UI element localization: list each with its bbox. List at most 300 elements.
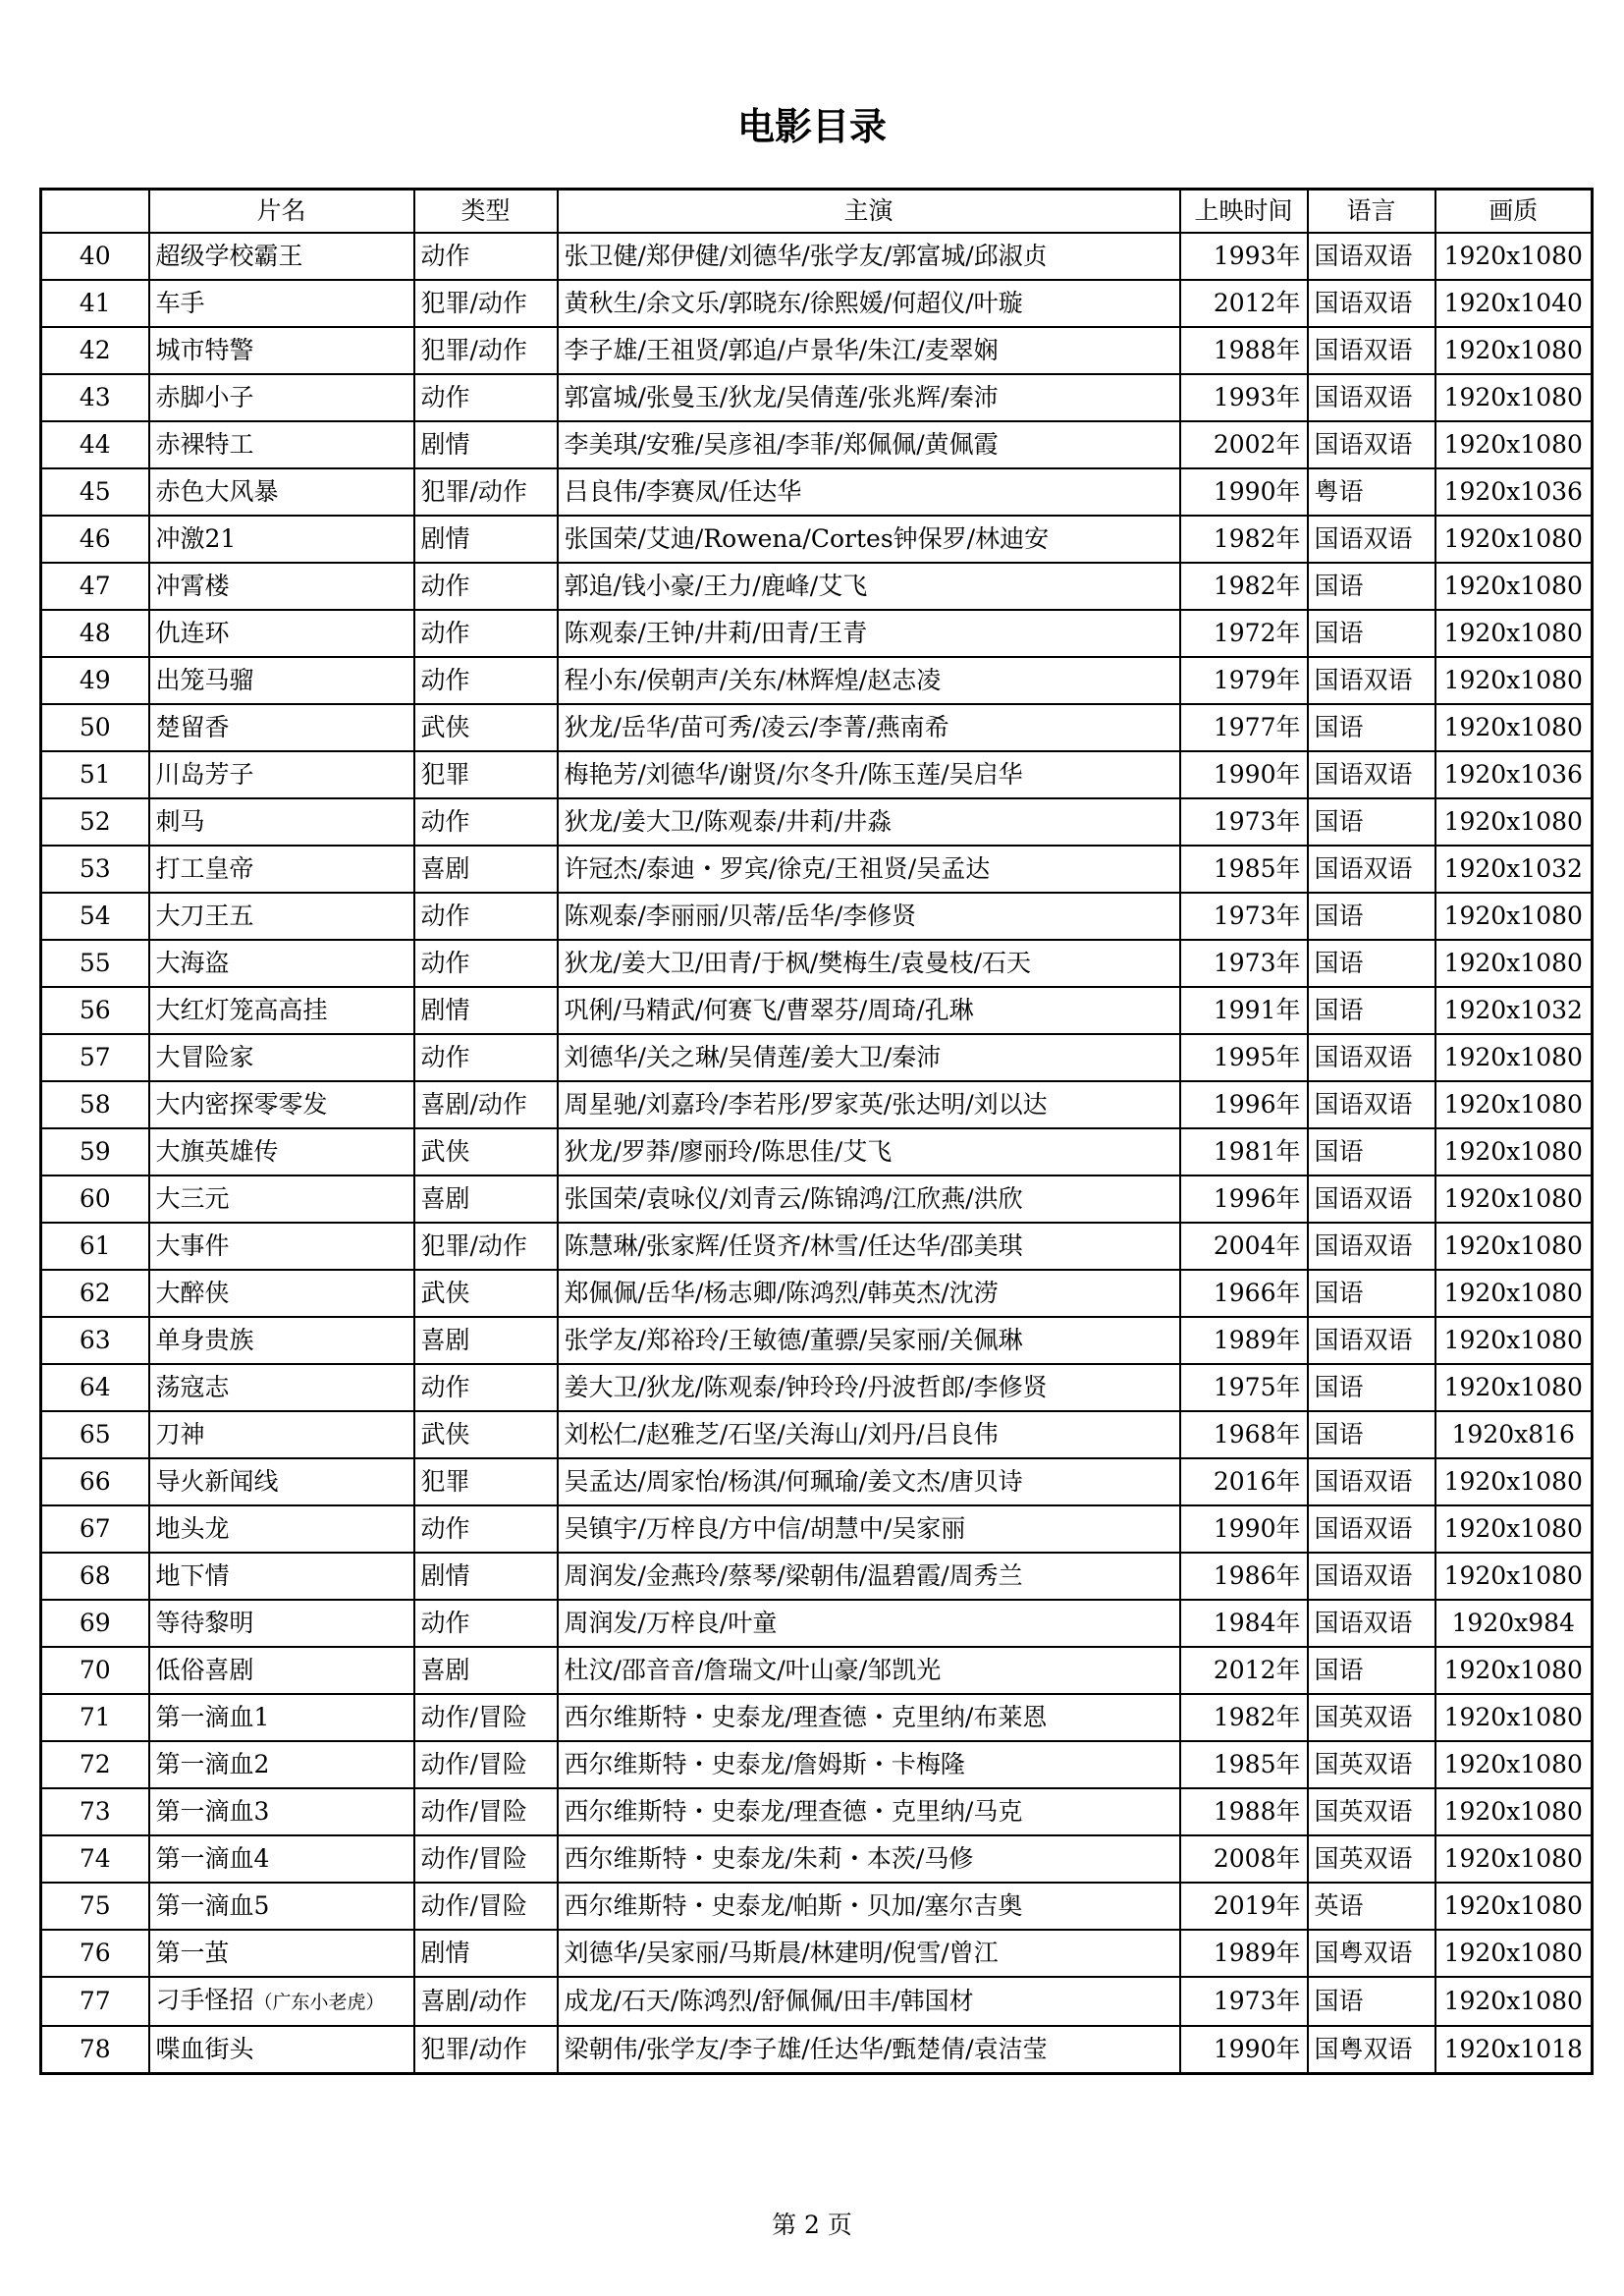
header-cast: 主演 (558, 190, 1180, 234)
table-row (41, 233, 1593, 280)
cell-number-text: 61 (79, 1231, 111, 1260)
cell-genre-text: 动作/冒险 (420, 1797, 527, 1826)
cell-cast (558, 1081, 1180, 1128)
cell-language (1308, 374, 1435, 421)
cell-quality-text: 1920x1032 (1443, 854, 1583, 883)
cell-quality-text: 1920x1080 (1443, 242, 1583, 270)
cell-cast-text: 李子雄/王祖贤/郭追/卢景华/朱江/麦翠娴 (564, 336, 999, 364)
cell-cast-text: 杜汶/邵音音/詹瑞文/叶山豪/邹凯光 (564, 1656, 942, 1684)
cell-cast-text: 陈慧琳/张家辉/任贤齐/林雪/任达华/邵美琪 (564, 1231, 1023, 1260)
cell-quality (1435, 563, 1593, 610)
cell-quality-text: 1920x1080 (1443, 1797, 1583, 1826)
cell-cast-text: 周润发/金燕玲/蔡琴/梁朝伟/温碧霞/周秀兰 (564, 1561, 1023, 1590)
cell-release (1180, 1081, 1308, 1128)
cell-number (41, 704, 149, 751)
cell-cast (558, 1694, 1180, 1741)
cell-language-text: 国语双语 (1314, 289, 1413, 317)
cell-language-text: 国语双语 (1314, 854, 1413, 883)
cell-number (41, 2026, 149, 2074)
cell-genre-text: 动作 (420, 572, 470, 600)
cell-number (41, 1175, 149, 1223)
cell-title (149, 374, 414, 421)
cell-cast-text: 郭富城/张曼玉/狄龙/吴倩莲/张兆辉/秦沛 (564, 383, 999, 411)
cell-title (149, 1270, 414, 1317)
cell-number (41, 1458, 149, 1505)
cell-release-text: 2008年 (1213, 1844, 1301, 1873)
cell-language-text: 国语 (1314, 949, 1364, 977)
cell-cast-text: 张国荣/艾迪/Rowena/Cortes钟保罗/林迪安 (564, 524, 1050, 553)
cell-language (1308, 1317, 1435, 1364)
cell-quality (1435, 846, 1593, 893)
table-row (41, 1458, 1593, 1505)
cell-language-text: 英语 (1314, 1891, 1364, 1920)
cell-title (149, 516, 414, 563)
cell-language-text: 国语双语 (1314, 1184, 1413, 1213)
cell-cast-text: 姜大卫/狄龙/陈观泰/钟玲玲/丹波哲郎/李修贤 (564, 1373, 1048, 1401)
table-row (41, 1034, 1593, 1081)
table-row (41, 327, 1593, 374)
cell-number-text: 72 (79, 1750, 111, 1778)
cell-genre (414, 1788, 558, 1835)
cell-title (149, 1505, 414, 1553)
cell-release-text: 1988年 (1213, 1797, 1301, 1826)
cell-quality (1435, 704, 1593, 751)
cell-title (149, 421, 414, 468)
cell-release (1180, 1223, 1308, 1270)
table-row (41, 1175, 1593, 1223)
cell-title (149, 1977, 414, 2026)
cell-release-text: 2019年 (1213, 1891, 1301, 1920)
table-row (41, 940, 1593, 987)
cell-genre-text: 犯罪/动作 (420, 1231, 527, 1260)
cell-number (41, 751, 149, 798)
cell-number-text: 74 (79, 1844, 111, 1873)
cell-release-text: 2004年 (1213, 1231, 1301, 1260)
cell-number (41, 233, 149, 280)
cell-release (1180, 421, 1308, 468)
cell-language-text: 国语 (1314, 902, 1364, 930)
table-row (41, 798, 1593, 846)
cell-title-text: 低俗喜剧 (155, 1656, 254, 1684)
cell-number-text: 65 (79, 1420, 111, 1449)
cell-number (41, 374, 149, 421)
cell-number (41, 1647, 149, 1694)
cell-language-text: 国语双语 (1314, 336, 1413, 364)
table-row (41, 374, 1593, 421)
cell-title (149, 704, 414, 751)
cell-genre (414, 1930, 558, 1977)
page-number: 第 2 页 (772, 2211, 852, 2239)
cell-quality-text: 1920x1080 (1443, 383, 1583, 411)
cell-quality-text: 1920x1040 (1443, 289, 1583, 317)
cell-title-text: 大三元 (155, 1184, 230, 1213)
cell-genre (414, 1600, 558, 1647)
cell-quality (1435, 987, 1593, 1034)
cell-title (149, 940, 414, 987)
table-row (41, 1553, 1593, 1600)
cell-title-text: 赤裸特工 (155, 430, 254, 459)
cell-quality (1435, 1411, 1593, 1458)
cell-release (1180, 516, 1308, 563)
cell-title-text: 赤色大风暴 (155, 477, 279, 506)
cell-genre-text: 动作/冒险 (420, 1750, 527, 1778)
cell-title-text: 第一滴血3 (155, 1797, 270, 1826)
cell-number (41, 1411, 149, 1458)
cell-language (1308, 1270, 1435, 1317)
cell-cast (558, 846, 1180, 893)
table-row (41, 1270, 1593, 1317)
cell-genre-text: 剧情 (420, 524, 470, 553)
cell-genre-text: 喜剧/动作 (420, 1987, 527, 2015)
cell-quality-text: 1920x1080 (1443, 1750, 1583, 1778)
cell-title-text: 大海盗 (155, 949, 230, 977)
cell-cast-text: 程小东/侯朝声/关东/林辉煌/赵志凌 (564, 666, 942, 694)
cell-language (1308, 1930, 1435, 1977)
cell-number-text: 53 (79, 854, 111, 883)
cell-title-text: 第一滴血1 (155, 1703, 270, 1731)
cell-cast-text: 张卫健/郑伊健/刘德华/张学友/郭富城/邱淑贞 (564, 242, 1048, 270)
cell-genre (414, 1883, 558, 1930)
cell-title (149, 657, 414, 704)
cell-title-text: 仇连环 (155, 619, 230, 647)
cell-cast (558, 1175, 1180, 1223)
cell-number-text: 58 (79, 1090, 111, 1119)
cell-quality (1435, 1128, 1593, 1175)
cell-quality-text: 1920x1080 (1443, 1231, 1583, 1260)
cell-language-text: 国语 (1314, 572, 1364, 600)
cell-quality-text: 1920x1036 (1443, 760, 1583, 789)
cell-number (41, 1788, 149, 1835)
cell-number-text: 69 (79, 1609, 111, 1637)
cell-genre-text: 剧情 (420, 996, 470, 1024)
cell-language-text: 国语 (1314, 713, 1364, 741)
cell-quality (1435, 940, 1593, 987)
cell-language-text: 国语双语 (1314, 666, 1413, 694)
cell-release-text: 1991年 (1213, 996, 1301, 1024)
cell-number-text: 57 (79, 1043, 111, 1071)
cell-release (1180, 1364, 1308, 1411)
cell-language-text: 国粤双语 (1314, 1939, 1413, 1967)
cell-language-text: 国语 (1314, 1656, 1364, 1684)
table-header-row (41, 190, 1593, 234)
cell-release-text: 1993年 (1213, 242, 1301, 270)
cell-release (1180, 610, 1308, 657)
cell-title (149, 1458, 414, 1505)
header-language: 语言 (1308, 190, 1435, 234)
cell-genre-text: 动作 (420, 383, 470, 411)
cell-title-text: 大内密探零零发 (155, 1090, 328, 1119)
cell-language-text: 国语 (1314, 1987, 1364, 2015)
cell-release (1180, 893, 1308, 940)
cell-release-text: 1990年 (1213, 2035, 1301, 2063)
cell-genre (414, 798, 558, 846)
cell-cast-text: 许冠杰/泰迪・罗宾/徐克/王祖贤/吴孟达 (564, 854, 991, 883)
cell-title (149, 1788, 414, 1835)
cell-quality (1435, 610, 1593, 657)
cell-title (149, 1317, 414, 1364)
cell-number (41, 1600, 149, 1647)
cell-title-text: 冲霄楼 (155, 572, 230, 600)
cell-genre (414, 233, 558, 280)
cell-language-text: 国粤双语 (1314, 2035, 1413, 2063)
cell-genre (414, 657, 558, 704)
cell-title (149, 846, 414, 893)
cell-cast-text: 刘德华/吴家丽/马斯晨/林建明/倪雪/曾江 (564, 1939, 999, 1967)
cell-genre (414, 327, 558, 374)
cell-title-note: （广东小老虎） (253, 1992, 385, 2013)
cell-release-text: 1977年 (1213, 713, 1301, 741)
cell-cast (558, 610, 1180, 657)
cell-language-text: 国语双语 (1314, 1231, 1413, 1260)
cell-language (1308, 233, 1435, 280)
cell-number-text: 44 (79, 430, 111, 459)
cell-quality-text: 1920x1080 (1443, 1939, 1583, 1967)
cell-language (1308, 1977, 1435, 2026)
cell-title-text: 第一茧 (155, 1939, 230, 1967)
cell-number-text: 60 (79, 1184, 111, 1213)
cell-genre-text: 动作 (420, 666, 470, 694)
cell-number (41, 1034, 149, 1081)
cell-release-text: 1968年 (1213, 1420, 1301, 1449)
cell-quality-text: 1920x1080 (1443, 524, 1583, 553)
cell-number-text: 48 (79, 619, 111, 647)
cell-genre-text: 动作 (420, 902, 470, 930)
cell-title (149, 1364, 414, 1411)
cell-title (149, 1081, 414, 1128)
cell-release (1180, 374, 1308, 421)
cell-cast-text: 张国荣/袁咏仪/刘青云/陈锦鸿/江欣燕/洪欣 (564, 1184, 1023, 1213)
cell-quality (1435, 798, 1593, 846)
page-title: 电影目录 (736, 105, 887, 148)
cell-quality (1435, 421, 1593, 468)
cell-title (149, 1553, 414, 1600)
cell-number (41, 1930, 149, 1977)
cell-number (41, 1317, 149, 1364)
cell-release-text: 1996年 (1213, 1184, 1301, 1213)
cell-cast (558, 1788, 1180, 1835)
cell-quality (1435, 516, 1593, 563)
cell-number-text: 73 (79, 1797, 111, 1826)
cell-genre-text: 剧情 (420, 430, 470, 459)
cell-genre-text: 武侠 (420, 1420, 470, 1449)
cell-number (41, 1835, 149, 1883)
cell-release (1180, 1128, 1308, 1175)
cell-cast-text: 陈观泰/李丽丽/贝蒂/岳华/李修贤 (564, 902, 917, 930)
table-row (41, 1647, 1593, 1694)
cell-release-text: 1988年 (1213, 336, 1301, 364)
cell-language (1308, 1835, 1435, 1883)
cell-release-text: 1985年 (1213, 1750, 1301, 1778)
cell-title-text: 地头龙 (155, 1514, 230, 1543)
cell-quality (1435, 1317, 1593, 1364)
cell-quality (1435, 233, 1593, 280)
cell-quality (1435, 280, 1593, 327)
cell-genre-text: 喜剧 (420, 1656, 470, 1684)
cell-cast-text: 周润发/万梓良/叶童 (564, 1609, 778, 1637)
cell-genre (414, 987, 558, 1034)
cell-language (1308, 1364, 1435, 1411)
cell-title-text: 赤脚小子 (155, 383, 254, 411)
cell-release-text: 1996年 (1213, 1090, 1301, 1119)
cell-number (41, 1883, 149, 1930)
cell-cast (558, 233, 1180, 280)
cell-cast (558, 1411, 1180, 1458)
cell-release-text: 1973年 (1213, 949, 1301, 977)
cell-cast (558, 751, 1180, 798)
cell-quality-text: 1920x1080 (1443, 902, 1583, 930)
cell-number (41, 1270, 149, 1317)
cell-genre-text: 犯罪 (420, 760, 470, 789)
cell-number (41, 563, 149, 610)
cell-genre-text: 动作 (420, 1043, 470, 1071)
cell-title (149, 233, 414, 280)
cell-number (41, 798, 149, 846)
cell-genre-text: 犯罪/动作 (420, 336, 527, 364)
cell-genre-text: 喜剧 (420, 1184, 470, 1213)
cell-number (41, 940, 149, 987)
cell-language (1308, 1505, 1435, 1553)
cell-language (1308, 704, 1435, 751)
cell-genre (414, 468, 558, 516)
table-row (41, 1128, 1593, 1175)
header-title: 片名 (149, 190, 414, 234)
cell-language-text: 国语双语 (1314, 1514, 1413, 1543)
cell-language (1308, 751, 1435, 798)
cell-cast-text: 张学友/郑裕玲/王敏德/董骠/吴家丽/关佩琳 (564, 1326, 1023, 1354)
cell-release (1180, 1600, 1308, 1647)
cell-release (1180, 1034, 1308, 1081)
cell-release (1180, 1317, 1308, 1364)
cell-quality (1435, 1977, 1593, 2026)
cell-genre-text: 喜剧 (420, 1326, 470, 1354)
cell-quality-text: 1920x1080 (1443, 1043, 1583, 1071)
table-row (41, 846, 1593, 893)
cell-cast-text: 狄龙/姜大卫/田青/于枫/樊梅生/袁曼枝/石天 (564, 949, 1032, 977)
header-quality: 画质 (1435, 190, 1593, 234)
cell-title (149, 893, 414, 940)
cell-number (41, 1364, 149, 1411)
cell-quality-text: 1920x1080 (1443, 1561, 1583, 1590)
cell-release (1180, 1553, 1308, 1600)
cell-cast (558, 1364, 1180, 1411)
cell-language (1308, 1600, 1435, 1647)
cell-genre (414, 1694, 558, 1741)
cell-cast (558, 1270, 1180, 1317)
table-row (41, 1883, 1593, 1930)
cell-release (1180, 1175, 1308, 1223)
cell-title (149, 563, 414, 610)
cell-number (41, 1223, 149, 1270)
cell-language-text: 国语双语 (1314, 242, 1413, 270)
cell-number (41, 893, 149, 940)
table-row (41, 516, 1593, 563)
cell-language-text: 国语双语 (1314, 1467, 1413, 1496)
cell-genre-text: 犯罪 (420, 1467, 470, 1496)
cell-genre (414, 374, 558, 421)
cell-cast-text: 西尔维斯特・史泰龙/朱莉・本茨/马修 (564, 1844, 974, 1873)
cell-number (41, 280, 149, 327)
table-row (41, 1835, 1593, 1883)
cell-number-text: 50 (79, 713, 111, 741)
cell-quality (1435, 1034, 1593, 1081)
cell-cast (558, 1553, 1180, 1600)
table-row (41, 563, 1593, 610)
cell-cast-text: 黄秋生/余文乐/郭晓东/徐熙媛/何超仪/叶璇 (564, 289, 1023, 317)
cell-quality (1435, 327, 1593, 374)
cell-number (41, 610, 149, 657)
cell-quality (1435, 1223, 1593, 1270)
cell-cast (558, 1930, 1180, 1977)
cell-number (41, 1505, 149, 1553)
cell-title-text: 楚留香 (155, 713, 230, 741)
cell-title-text: 单身贵族 (155, 1326, 254, 1354)
cell-title (149, 1883, 414, 1930)
cell-title (149, 1600, 414, 1647)
cell-release-text: 1989年 (1213, 1326, 1301, 1354)
cell-language (1308, 987, 1435, 1034)
cell-release (1180, 1458, 1308, 1505)
cell-quality (1435, 657, 1593, 704)
cell-title (149, 2026, 414, 2074)
cell-language (1308, 1081, 1435, 1128)
cell-title (149, 468, 414, 516)
cell-release-text: 1984年 (1213, 1609, 1301, 1637)
cell-title-text: 荡寇志 (155, 1373, 230, 1401)
cell-language-text: 国语双语 (1314, 430, 1413, 459)
cell-release-text: 1972年 (1213, 619, 1301, 647)
cell-release (1180, 798, 1308, 846)
cell-quality-text: 1920x1080 (1443, 1326, 1583, 1354)
cell-genre (414, 1458, 558, 1505)
cell-release (1180, 468, 1308, 516)
cell-cast (558, 1223, 1180, 1270)
cell-genre-text: 武侠 (420, 713, 470, 741)
cell-cast-text: 西尔维斯特・史泰龙/帕斯・贝加/塞尔吉奥 (564, 1891, 1023, 1920)
cell-number (41, 421, 149, 468)
cell-cast-text: 刘松仁/赵雅芝/石坚/关海山/刘丹/吕良伟 (564, 1420, 999, 1449)
cell-release-text: 1990年 (1213, 477, 1301, 506)
table-row (41, 1364, 1593, 1411)
cell-cast (558, 704, 1180, 751)
cell-language-text: 国语双语 (1314, 1326, 1413, 1354)
table-row (41, 1411, 1593, 1458)
cell-cast-text: 刘德华/关之琳/吴倩莲/姜大卫/秦沛 (564, 1043, 942, 1071)
cell-language (1308, 610, 1435, 657)
cell-language-text: 国语 (1314, 1137, 1364, 1166)
cell-language (1308, 1694, 1435, 1741)
cell-genre (414, 1411, 558, 1458)
cell-number-text: 67 (79, 1514, 111, 1543)
cell-release-text: 1982年 (1213, 524, 1301, 553)
cell-language (1308, 1883, 1435, 1930)
cell-quality-text: 1920x1080 (1443, 949, 1583, 977)
cell-language (1308, 1647, 1435, 1694)
cell-language (1308, 657, 1435, 704)
cell-title-text: 刺马 (155, 807, 205, 836)
cell-quality-text: 1920x1080 (1443, 430, 1583, 459)
cell-title (149, 280, 414, 327)
cell-cast (558, 940, 1180, 987)
cell-cast (558, 374, 1180, 421)
cell-number-text: 42 (79, 336, 111, 364)
cell-quality (1435, 1930, 1593, 1977)
cell-release (1180, 1505, 1308, 1553)
cell-cast-text: 狄龙/罗莽/廖丽玲/陈思佳/艾飞 (564, 1137, 893, 1166)
cell-release-text: 2002年 (1213, 430, 1301, 459)
cell-cast-text: 成龙/石天/陈鸿烈/舒佩佩/田丰/韩国材 (564, 1987, 974, 2015)
cell-release-text: 1966年 (1213, 1279, 1301, 1307)
cell-title (149, 798, 414, 846)
